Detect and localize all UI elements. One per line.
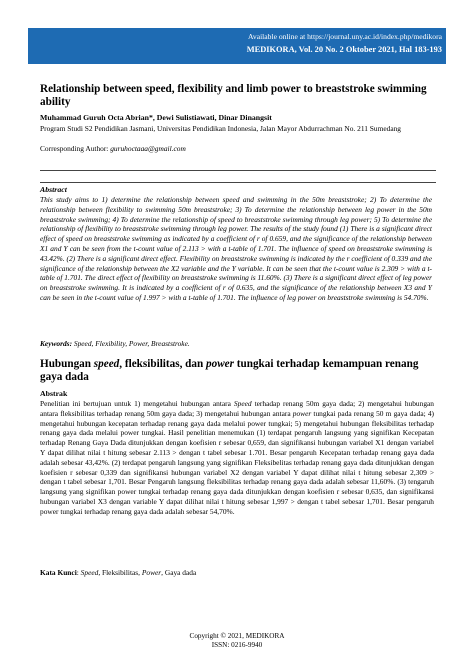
abstract-heading-en: Abstract <box>40 185 67 194</box>
divider-abstract <box>40 182 436 183</box>
article-title-id <box>40 358 440 384</box>
keywords-en <box>40 339 432 349</box>
journal-issue-line: MEDIKORA, Vol. 20 No. 2 Oktober 2021, Hal 183-193 <box>246 45 442 54</box>
title-id-italic: speed <box>93 358 120 370</box>
abstract-id-italic: Speed <box>233 399 252 408</box>
keywords-values-en: Speed, Flexibility, Power, Breaststroke. <box>73 339 190 348</box>
keyword-italic: Power <box>141 568 162 577</box>
abstract-id-italic: power <box>292 408 312 418</box>
corresponding-author-label: Corresponding Author: <box>40 144 109 153</box>
copyright-line: Copyright © 2021, MEDIKORA <box>189 632 285 640</box>
keyword-plain: , Gaya dada <box>161 568 197 577</box>
abstract-text-en: This study aims to 1) determine the relationship between speed and swimming in the 50m breaststroke; 2) To determine the relationship between flexibility to swimming 50m breaststroke; 3) To determine the relationship between leg power in the 50m breaststroke swimming; 4) To determine the relationship of speed to breaststroke swimming through leg power; 5) To determine the relationship of flexibility to breaststroke swimming through leg power. The results of the study found (1) There is a significant direct effect of speed on breaststroke swimming as indicated by a coefficient of r of 0.659, and the significance of the relationship between X1 and Y can be seen from the t-count value of 2.113 > with a t-table of 1.701. The influence of speed on breaststroke swimming is 43.42%. (2) There is a significant direct effect. Flexibility on breaststroke swimming is indicated by the r coefficient of 0.339 and the significance of the relationship between the X2 variable and the Y variable. It can be seen that the t-count value is 2.309 > with a t-table of 1.701. The direct effect of flexibility on breaststroke swimming is 11.60%. (3) There is a significant direct effect of leg power on breaststroke swimming. It is indicated by a coefficient of r of 0.635, and the significance of the relationship between X3 and Y can be seen in the t-count value of 1.997 > with a t-table of 1.701. The influence of leg power on breaststroke swimming is 54.70%. <box>40 195 432 302</box>
keywords-label-id: Kata Kunci <box>40 568 77 577</box>
keyword-italic: Speed <box>80 568 99 577</box>
author-affiliation: Program Studi S2 Pendidikan Jasmani, Universitas Pendidikan Indonesia, Jalan Mayor Abdurrachman No. 211 Sumedang <box>40 124 401 133</box>
author-list: Muhammad Guruh Octa Abrian*, Dewi Sulistiawati, Dinar Dinangsit <box>40 113 272 122</box>
abstract-text-id <box>40 399 434 517</box>
title-id-part: , fleksibilitas, dan <box>119 358 207 370</box>
keyword-plain: , Fleksibilitas, <box>98 568 142 577</box>
title-id-part: Hubungan <box>40 358 94 370</box>
abstract-heading-id: Abstrak <box>40 389 68 398</box>
keywords-id <box>40 568 432 578</box>
title-id-italic: power <box>206 358 234 370</box>
page-footer <box>0 632 474 650</box>
keywords-separator: : <box>76 568 81 577</box>
journal-header-bar <box>28 28 446 64</box>
available-online-text: Available online at https://journal.uny.ac.id/index.php/medikora <box>247 32 442 41</box>
abstract-id-segment: tungkai pada renang 50 m gaya dada; 4) mengetahui hubungan kecepatan terhadap renang gaya dada melalui power tungkai; 5) mengetahui hubungan fleksibilitas terhadap renang gaya dada melalui power tungkai. Hasil penelitian menemukan (1) terdapat pengaruh langsung yang signifikan Kecepatan terhadap Renang Gaya Dada ditunjukkan dengan koefisien r sebesar 0,659, dan signifikansi hubungan variabel X1 dengan variabel Y dapat dilihat nilai t hitung sebesar 2.113 > dengan t tabel sebesar 1.701. Besar pengaruh Kecepatan terhadap renang gaya dada adalah sebesar 43,42%. (2) terdapat pengaruh langsung yang signifikan Fleksibelitas terhadap renang gaya dada ditunjukkan dengan koefisien r sebesar 0,339 dan signifikansi hubungan variabel X2 dengan variabel Y dapat dilihat nilai t hitung sebesar 2,309 > dengan t tabel sebesar 1,701. Besar Pengaruh langsung fleksibilitas terhadap renang gaya dada adalah sebesar 11,60%. (3) tengaruh langsung yang signifikan power tungkai terhadap renang gaya dada ditunjukkan dengan koefisien r sebesar 0,635, dan signifikansi hubungan variabel X3 dengan variable Y dapat dilihat nilai t hitung sebesar 1,997 > dengan t tabel sebesar 1,701. Besar pengaruh power tungkai terhadap renang gaya dada adalah sebesar 54,70%. <box>40 408 434 516</box>
title-id-part: tungkai terhadap kemampuan renang gaya dada <box>40 358 419 383</box>
keywords-label-en: Keywords: <box>40 339 73 348</box>
divider-top <box>40 170 436 171</box>
article-title-en: Relationship between speed, flexibility and limb power to breaststroke swimming ability <box>40 83 427 108</box>
issn-line: ISSN: 0216-9940 <box>211 641 263 650</box>
corresponding-author <box>40 144 438 154</box>
corresponding-author-email: guruhoctaaa@gmail.com <box>110 144 186 153</box>
abstract-id-segment: Penelitian ini bertujuan untuk 1) mengetahui hubungan antara <box>40 399 234 408</box>
abstract-id-segment: terhadap renang 50m gaya dada; 2) mengetahui hubungan antara fleksibilitas terhadap renang 50m gaya dada; 3) mengetahui hubungan antara <box>40 399 434 418</box>
